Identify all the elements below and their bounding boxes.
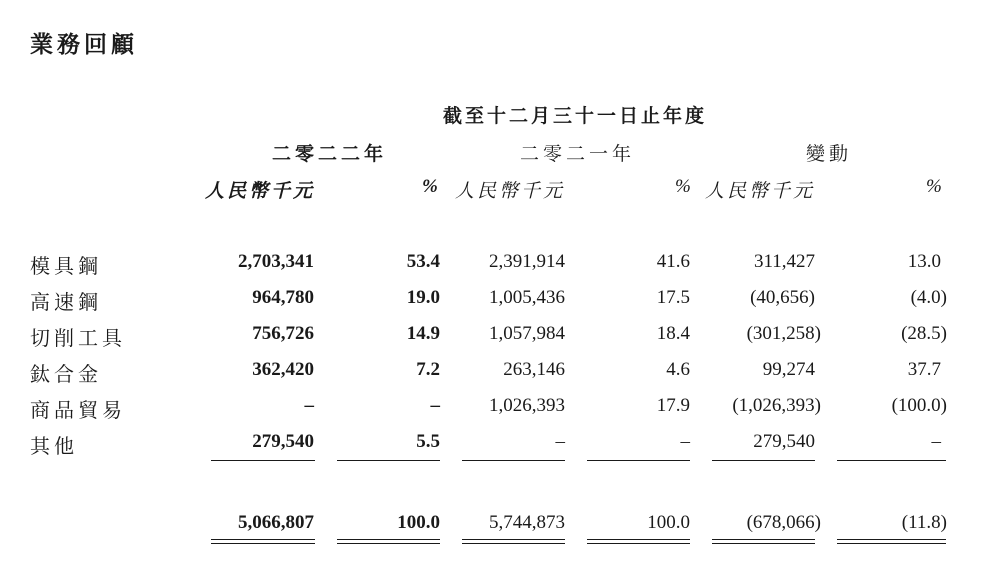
- cell-2021-pct: 17.5: [656, 287, 690, 308]
- cell-2022-amount: –: [304, 395, 314, 416]
- subtotal-rule: [462, 460, 565, 461]
- total-double-rule: [462, 539, 565, 544]
- cell-change-amount: 311,427: [753, 251, 815, 272]
- unit-header-2021: 人民幣千元: [455, 180, 566, 202]
- row-label: 商品貿易: [30, 398, 126, 422]
- period-header: 截至十二月三十一日止年度: [443, 105, 708, 127]
- cell-2022-amount: 279,540: [252, 431, 314, 452]
- cell-2021-pct: 17.9: [656, 395, 690, 416]
- cell-change-pct: (28.5): [901, 323, 947, 344]
- cell-2022-amount: 756,726: [252, 323, 314, 344]
- unit-header-2022: 人民幣千元: [205, 180, 316, 202]
- cell-2021-pct: 4.6: [666, 359, 690, 380]
- total-2021-amount: 5,744,873: [489, 512, 565, 533]
- pct-header-2021: %: [675, 176, 691, 197]
- cell-2021-amount: 1,026,393: [489, 395, 565, 416]
- total-double-rule: [337, 539, 440, 544]
- cell-2022-pct: 19.0: [406, 287, 440, 308]
- cell-change-amount: (301,258): [746, 323, 821, 344]
- cell-change-pct: (100.0): [891, 395, 947, 416]
- cell-2022-pct: 7.2: [416, 359, 440, 380]
- cell-2021-pct: 18.4: [656, 323, 690, 344]
- subtotal-rule: [337, 460, 440, 461]
- cell-change-amount: 279,540: [753, 431, 815, 452]
- cell-2022-pct: –: [430, 395, 440, 416]
- subtotal-rule: [837, 460, 946, 461]
- year-header-2022: 二零二二年: [272, 143, 388, 165]
- cell-change-amount: (40,656): [750, 287, 815, 308]
- total-change-amount: (678,066): [746, 512, 821, 533]
- row-label: 模具鋼: [30, 254, 102, 278]
- total-2022-amount: 5,066,807: [238, 512, 314, 533]
- cell-2021-amount: 263,146: [503, 359, 565, 380]
- total-double-rule: [712, 539, 815, 544]
- pct-header-2022: %: [422, 176, 438, 197]
- cell-2021-amount: 1,005,436: [489, 287, 565, 308]
- cell-2021-amount: –: [555, 431, 565, 452]
- cell-change-amount: 99,274: [762, 359, 815, 380]
- cell-change-amount: (1,026,393): [732, 395, 821, 416]
- cell-2022-amount: 2,703,341: [238, 251, 314, 272]
- year-header-change: 變動: [806, 143, 853, 165]
- page-title: 業務回顧: [30, 32, 138, 58]
- total-double-rule: [587, 539, 690, 544]
- total-double-rule: [837, 539, 946, 544]
- cell-change-pct: 13.0: [907, 251, 941, 272]
- row-label: 高速鋼: [30, 290, 102, 314]
- cell-2022-pct: 53.4: [406, 251, 440, 272]
- cell-2021-pct: –: [680, 431, 690, 452]
- subtotal-rule: [712, 460, 815, 461]
- cell-2021-amount: 2,391,914: [489, 251, 565, 272]
- cell-2022-pct: 5.5: [416, 431, 440, 452]
- cell-2021-amount: 1,057,984: [489, 323, 565, 344]
- cell-2022-amount: 362,420: [252, 359, 314, 380]
- cell-change-pct: 37.7: [907, 359, 941, 380]
- row-label: 其他: [30, 434, 78, 458]
- cell-2022-amount: 964,780: [252, 287, 314, 308]
- row-label: 鈦合金: [30, 362, 102, 386]
- unit-header-change: 人民幣千元: [705, 180, 816, 202]
- cell-2021-pct: 41.6: [656, 251, 690, 272]
- total-double-rule: [211, 539, 315, 544]
- subtotal-rule: [587, 460, 690, 461]
- total-2022-pct: 100.0: [397, 512, 440, 533]
- row-label: 切削工具: [30, 326, 126, 350]
- cell-2022-pct: 14.9: [406, 323, 440, 344]
- total-change-pct: (11.8): [901, 512, 947, 533]
- cell-change-pct: (4.0): [910, 287, 947, 308]
- subtotal-rule: [211, 460, 315, 461]
- pct-header-change: %: [926, 176, 942, 197]
- total-2021-pct: 100.0: [647, 512, 690, 533]
- year-header-2021: 二零二一年: [520, 143, 636, 165]
- cell-change-pct: –: [931, 431, 941, 452]
